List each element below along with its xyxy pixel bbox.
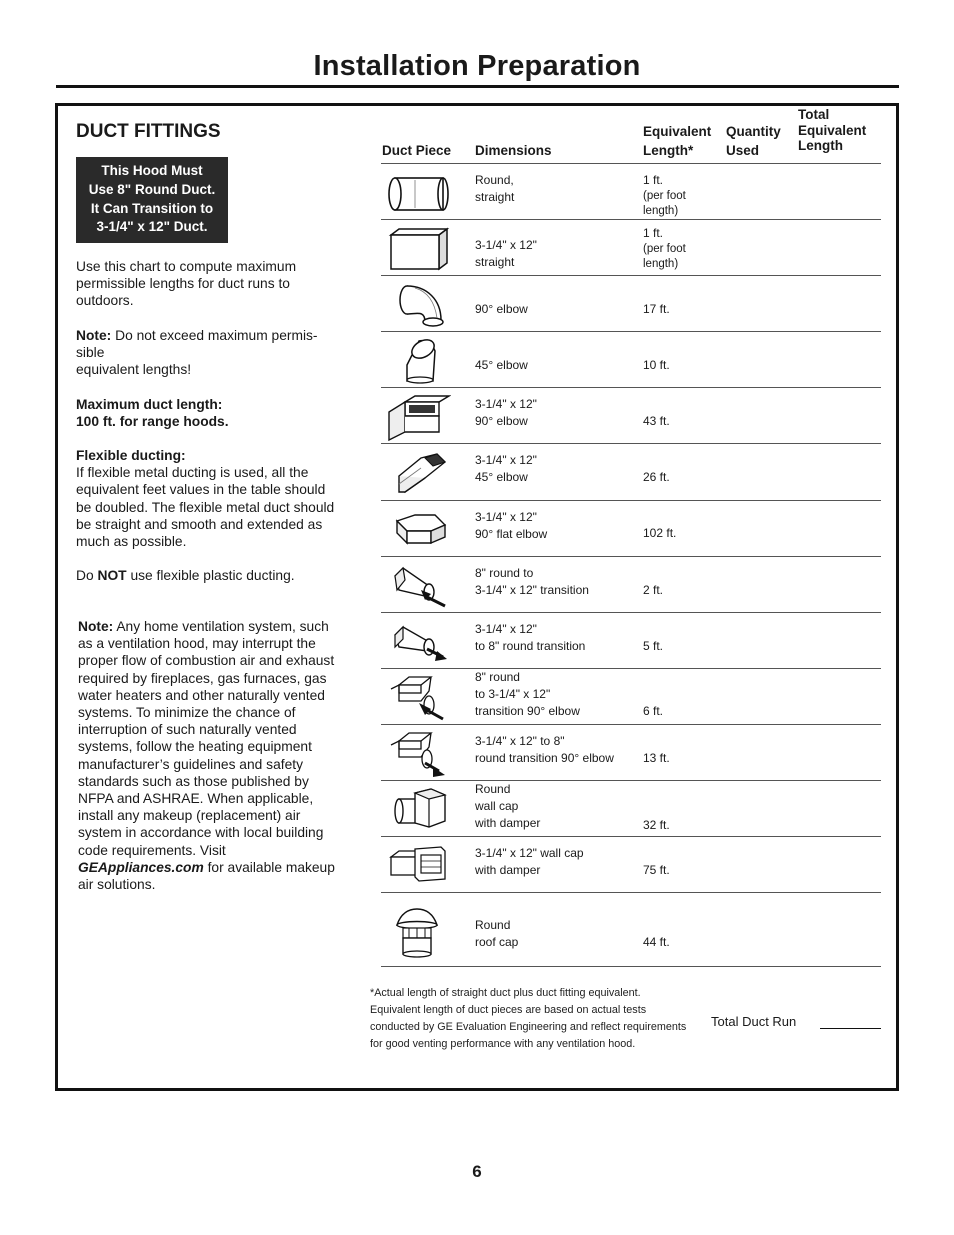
dimensions-cell: [475, 565, 589, 599]
round-straight-duct-icon: [385, 172, 451, 216]
note-text: sible: [76, 345, 105, 361]
note-label: Note:: [76, 328, 112, 343]
equivalent-length-cell: 44 ft.: [643, 935, 670, 949]
table-row: [381, 444, 881, 501]
total-duct-run-label: Total Duct Run: [711, 1014, 797, 1029]
row-rule: [381, 966, 881, 967]
dimension-line: to 8" round transition: [475, 639, 586, 653]
dimension-line: Round,: [475, 173, 514, 187]
rect-90-elbow-icon: [385, 392, 451, 442]
dimension-line: 3-1/4" x 12" wall cap: [475, 846, 584, 860]
dimensions-cell: [475, 669, 580, 720]
intro-text: Use this chart to compute maximum permissible lengths for duct runs to outdoors.: [76, 259, 297, 309]
dimension-line: to 3-1/4" x 12": [475, 687, 551, 701]
max-length-label: Maximum duct length:: [76, 397, 223, 412]
ventilation-note-text: Any home ventilation system, such as a ventilation hood, may interrupt the proper flow of combustion air and exhaust required by fireplaces, gas furnaces, gas water heaters and other naturally vented systems. To minimize the chance of interruption of such naturally vented systems, follow the heating equipment manufacturer’s guidelines and safety standards such as those published by NFPA and ASHRAE. When applicable, install any makeup (replacement) air system in accordance with local building code requirements. Visit: [78, 619, 335, 858]
dimensions-cell: [475, 845, 584, 879]
equivalent-length-cell: [643, 172, 686, 218]
equivalent-length-cell: [643, 225, 686, 271]
dimension-line: 3-1/4" x 12" to 8": [475, 734, 565, 748]
header-line: Equivalent: [643, 124, 712, 139]
ventilation-note-tail: for available makeup air solutions.: [78, 859, 335, 893]
header-line: Total: [798, 107, 830, 122]
round-45-elbow-icon: [385, 335, 451, 385]
equivalent-length-cell: 13 ft.: [643, 751, 670, 765]
not-word: NOT: [97, 568, 127, 583]
dimension-line: 90° flat elbow: [475, 527, 548, 541]
table-row: [381, 332, 881, 388]
no-plastic-ducting: [76, 567, 344, 584]
dimensions-cell: [475, 621, 585, 655]
dimension-line: 3-1/4" x 12": [475, 622, 537, 636]
table-row: [381, 388, 881, 444]
dimension-line: with damper: [475, 863, 541, 877]
equivalent-length-cell: 2 ft.: [643, 583, 664, 597]
table-row: [381, 613, 881, 669]
dimensions-cell: [475, 452, 537, 486]
dimension-line: roof cap: [475, 935, 519, 949]
dimension-line: Round: [475, 782, 511, 796]
dimension-line: 45° elbow: [475, 470, 528, 484]
rect-to-round-90-elbow-icon: [385, 727, 451, 779]
note-max-equivalent: [76, 327, 344, 379]
callout-line: Use 8" Round Duct.: [88, 181, 216, 197]
equivalent-value: 1 ft.: [643, 226, 664, 240]
table-row: [381, 557, 881, 613]
do-word: Do: [76, 568, 94, 583]
dimensions-cell: 45° elbow: [475, 358, 528, 372]
dimension-line: 3-1/4" x 12": [475, 397, 537, 411]
footnote: *Actual length of straight duct plus duct fitting equivalent. Equivalent length of duct pieces are based on actual tests conducted by GE Evaluation Engineering and reflect requirements for good venting performance with any ventilation hood.: [370, 987, 687, 1050]
table-row: [381, 276, 881, 332]
dimension-line: transition 90° elbow: [475, 704, 580, 718]
dimensions-cell: 90° elbow: [475, 302, 528, 316]
equivalent-length-cell: 10 ft.: [643, 358, 670, 372]
round-90-elbow-icon: [385, 280, 451, 330]
callout-line: 3-1/4" x 12" Duct.: [96, 219, 208, 235]
dimension-line: 8" round: [475, 670, 520, 684]
header-line: Length: [798, 138, 843, 153]
header-line: Quantity: [726, 124, 781, 139]
round-roof-cap-icon: [385, 903, 451, 961]
round-to-rect-90-elbow-icon: [385, 671, 451, 723]
round-duct-callout: [76, 157, 228, 243]
rect-to-round-transition-icon: [385, 617, 451, 667]
dimensions-cell: [475, 509, 547, 543]
ventilation-note: [78, 618, 344, 893]
header-dimensions: Dimensions: [475, 143, 552, 158]
flexible-ducting-section: [76, 447, 344, 550]
dimensions-cell: [475, 237, 537, 271]
dimension-line: straight: [475, 190, 515, 204]
round-to-rect-transition-icon: [385, 560, 451, 610]
max-length-value: 100 ft. for range hoods.: [76, 414, 229, 430]
table-row: [381, 837, 881, 893]
equivalent-length-cell: 102 ft.: [643, 526, 677, 540]
equivalent-length-cell: 6 ft.: [643, 704, 664, 718]
dimension-line: 3-1/4" x 12": [475, 238, 537, 252]
equivalent-length-cell: 5 ft.: [643, 639, 664, 653]
equivalent-note: (per foot: [643, 243, 686, 255]
header-quantity-used: [726, 122, 781, 160]
dimensions-cell: [475, 917, 518, 951]
dimension-line: 90° elbow: [475, 414, 528, 428]
plastic-ducting-text: use flexible plastic ducting.: [130, 568, 295, 583]
page-number: 6: [472, 1162, 482, 1181]
callout-line: It Can Transition to: [90, 200, 214, 216]
table-row: [381, 893, 881, 967]
dimension-line: wall cap: [475, 799, 519, 813]
table-row: [381, 501, 881, 557]
rect-wall-cap-icon: [385, 843, 451, 887]
dimension-line: 3-1/4" x 12" transition: [475, 583, 589, 597]
note-label: Note:: [78, 619, 114, 634]
header-equivalent-length: [643, 122, 711, 160]
dimensions-cell: [475, 781, 540, 832]
max-duct-length: [76, 396, 344, 430]
dimension-line: Round: [475, 918, 511, 932]
rect-90-flat-elbow-icon: [385, 509, 451, 549]
note-text: equivalent lengths!: [76, 362, 192, 378]
rect-straight-duct-icon: [385, 225, 451, 271]
table-row: [381, 669, 881, 725]
section-title: DUCT FITTINGS: [76, 121, 221, 142]
header-duct-piece: Duct Piece: [382, 143, 452, 158]
dimension-line: 3-1/4" x 12": [475, 510, 537, 524]
total-duct-run-blank[interactable]: [820, 1028, 881, 1029]
page-title: Installation Preparation: [313, 50, 641, 82]
dimension-line: 8" round to: [475, 566, 534, 580]
equivalent-length-cell: 17 ft.: [643, 302, 670, 316]
table-row: [381, 164, 881, 220]
equivalent-length-cell: 26 ft.: [643, 470, 670, 484]
rect-45-elbow-icon: [385, 448, 451, 498]
flexible-ducting-label: Flexible ducting:: [76, 448, 186, 463]
equivalent-length-cell: 43 ft.: [643, 414, 670, 428]
equivalent-length-cell: 32 ft.: [643, 818, 670, 832]
dimension-line: with damper: [475, 816, 541, 830]
header-total-equivalent-length: [798, 107, 866, 154]
table-row: [381, 725, 881, 781]
dimensions-cell: [475, 172, 514, 206]
callout-line: This Hood Must: [101, 163, 203, 178]
dimension-line: straight: [475, 255, 515, 269]
equivalent-value: 1 ft.: [643, 173, 664, 187]
equivalent-note: length): [643, 204, 679, 217]
dimensions-cell: [475, 733, 614, 767]
title-rule: [56, 85, 899, 88]
dimensions-cell: [475, 396, 537, 430]
table-row: [381, 220, 881, 276]
ge-appliances-link[interactable]: GEAppliances.com: [78, 859, 204, 875]
header-line: Equivalent: [798, 122, 867, 138]
header-line: Length*: [643, 143, 694, 158]
dimension-line: round transition 90° elbow: [475, 751, 614, 765]
dimension-line: 3-1/4" x 12": [475, 453, 537, 467]
note-text: Do not exceed maximum permis-: [115, 328, 318, 343]
equivalent-note: (per foot: [643, 190, 686, 202]
table-row: [381, 781, 881, 837]
round-wall-cap-icon: [385, 785, 451, 833]
equivalent-length-cell: 75 ft.: [643, 863, 670, 877]
header-line: Used: [726, 143, 760, 158]
equivalent-note: length): [643, 257, 679, 270]
flexible-ducting-text: If flexible metal ducting is used, all the equivalent feet values in the table should be doubled. The flexible metal duct should be straight and smooth and extended as much as possible.: [76, 465, 335, 550]
